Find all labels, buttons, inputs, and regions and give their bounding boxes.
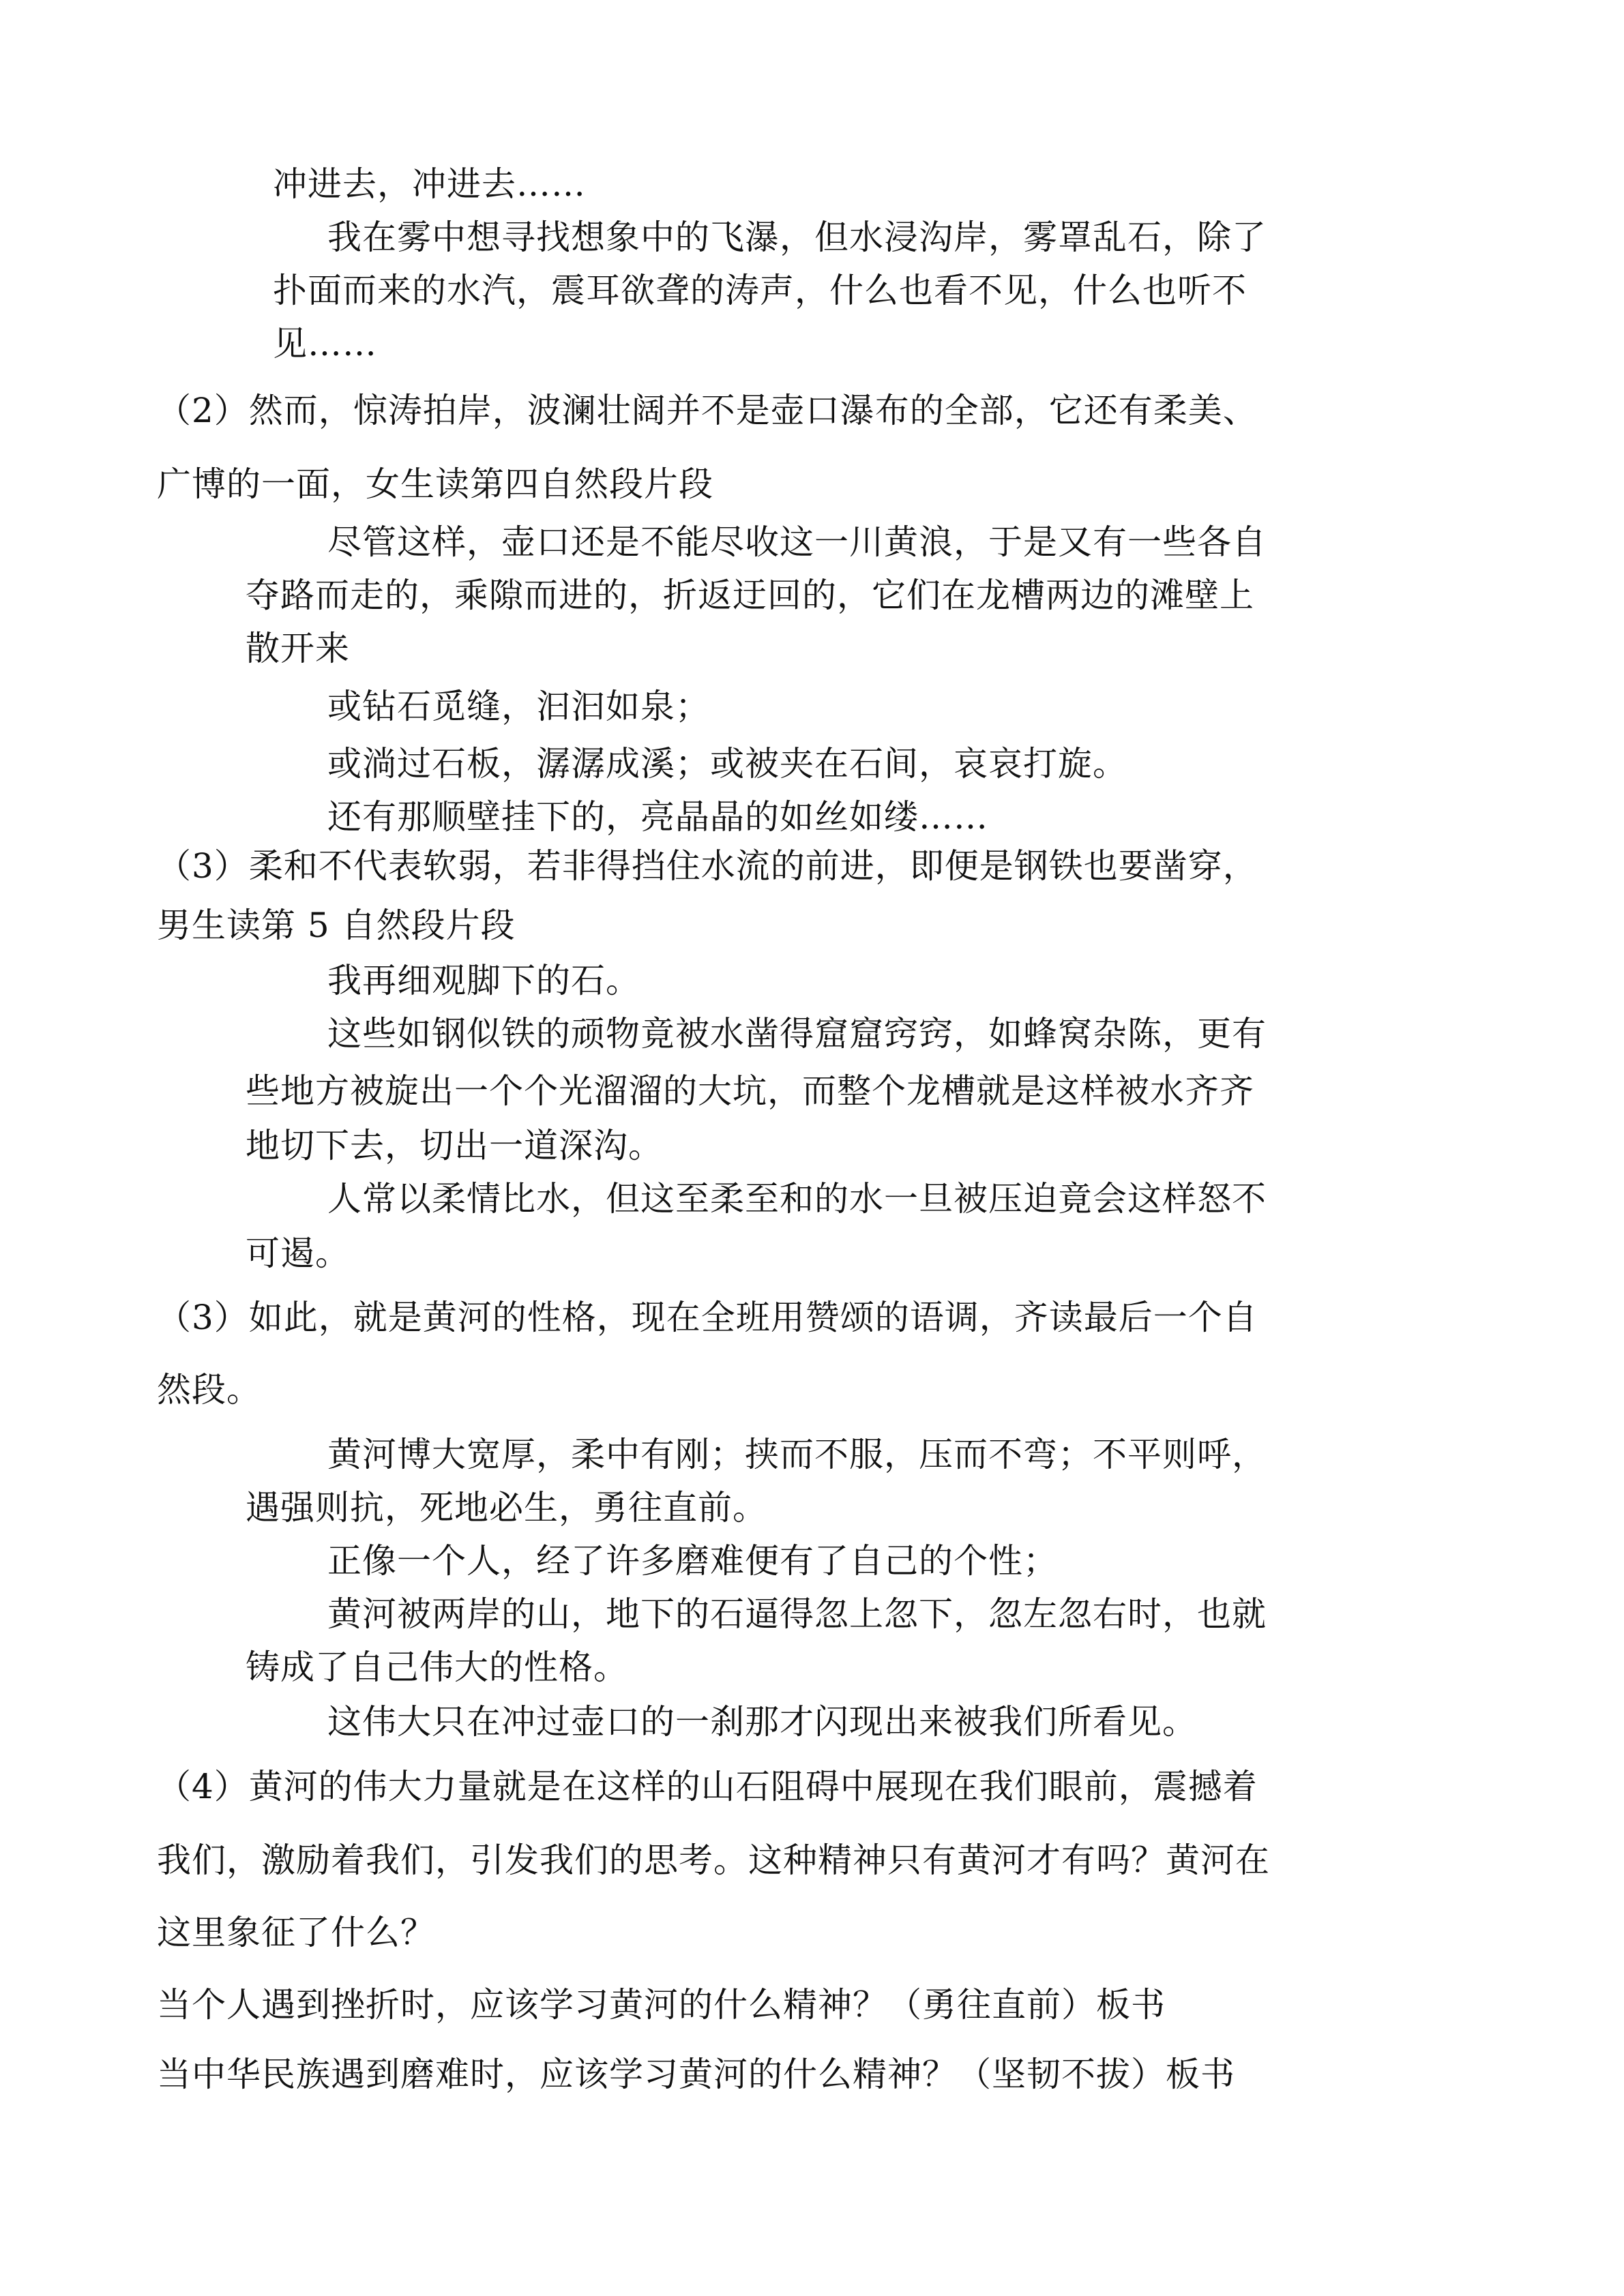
text-line-18: 地切下去，切出一道深沟。 [246,1126,663,1165]
text-line-27: 铸成了自己伟大的性格。 [246,1648,628,1687]
text-line-6: 广博的一面，女生读第四自然段片段 [157,464,713,504]
text-line-12: 还有那顺壁挂下的，亮晶晶的如丝如缕…… [327,797,988,837]
text-line-19: 人常以柔情比水，但这至柔至和的水一旦被压迫竟会这样怒不 [327,1179,1267,1219]
text-line-28: 这伟大只在冲过壶口的一刹那才闪现出来被我们所看见。 [327,1702,1197,1742]
text-line-15: 我再细观脚下的石。 [327,961,640,1000]
text-line-29: （4）黄河的伟大力量就是在这样的山石阻碍中展现在我们眼前，震撼着 [157,1767,1258,1806]
text-line-17: 些地方被旋出一个个光溜溜的大坑，而整个龙槽就是这样被水齐齐 [246,1071,1254,1111]
text-line-23: 黄河博大宽厚，柔中有刚；挟而不服，压而不弯；不平则呼， [327,1435,1267,1474]
text-line-30: 我们，激励着我们，引发我们的思考。这种精神只有黄河才有吗？黄河在 [157,1840,1270,1880]
text-line-20: 可遏。 [246,1234,350,1273]
text-line-26: 黄河被两岸的山，地下的石逼得忽上忽下，忽左忽右时，也就 [327,1594,1267,1634]
text-line-13: （3）柔和不代表软弱，若非得挡住水流的前进，即便是钢铁也要凿穿， [157,846,1258,886]
text-line-22: 然段。 [157,1370,261,1410]
text-line-14: 男生读第 5 自然段片段 [157,906,516,945]
text-line-10: 或钻石觅缝，汩汩如泉； [327,687,710,726]
text-line-25: 正像一个人，经了许多磨难便有了自己的个性； [327,1541,1058,1581]
text-line-11: 或淌过石板，潺潺成溪；或被夹在石间，哀哀打旋。 [327,744,1127,784]
text-line-9: 散开来 [246,629,350,668]
text-line-33: 当中华民族遇到磨难时，应该学习黄河的什么精神？（坚韧不拔）板书 [157,2055,1235,2094]
text-line-3: 扑面而来的水汽，震耳欲聋的涛声，什么也看不见，什么也听不 [273,271,1247,310]
text-line-7: 尽管这样，壶口还是不能尽收这一川黄浪，于是又有一些各自 [327,522,1267,562]
text-line-4: 见…… [273,324,377,363]
text-line-1: 冲进去，冲进去…… [273,164,586,204]
text-line-21: （3）如此，就是黄河的性格，现在全班用赞颂的语调，齐读最后一个自 [157,1298,1258,1337]
text-line-32: 当个人遇到挫折时，应该学习黄河的什么精神？（勇往直前）板书 [157,1985,1166,2025]
text-line-8: 夺路而走的，乘隙而进的，折返迂回的，它们在龙槽两边的滩壁上 [246,576,1254,615]
text-line-24: 遇强则抗，死地必生，勇往直前。 [246,1488,767,1527]
text-line-5: （2）然而，惊涛拍岸，波澜壮阔并不是壶口瀑布的全部，它还有柔美、 [157,391,1258,430]
text-line-31: 这里象征了什么？ [157,1913,435,1952]
text-line-2: 我在雾中想寻找想象中的飞瀑，但水浸沟岸，雾罩乱石，除了 [327,218,1267,257]
text-line-16: 这些如钢似铁的顽物竟被水凿得窟窟窍窍，如蜂窝杂陈，更有 [327,1014,1267,1054]
